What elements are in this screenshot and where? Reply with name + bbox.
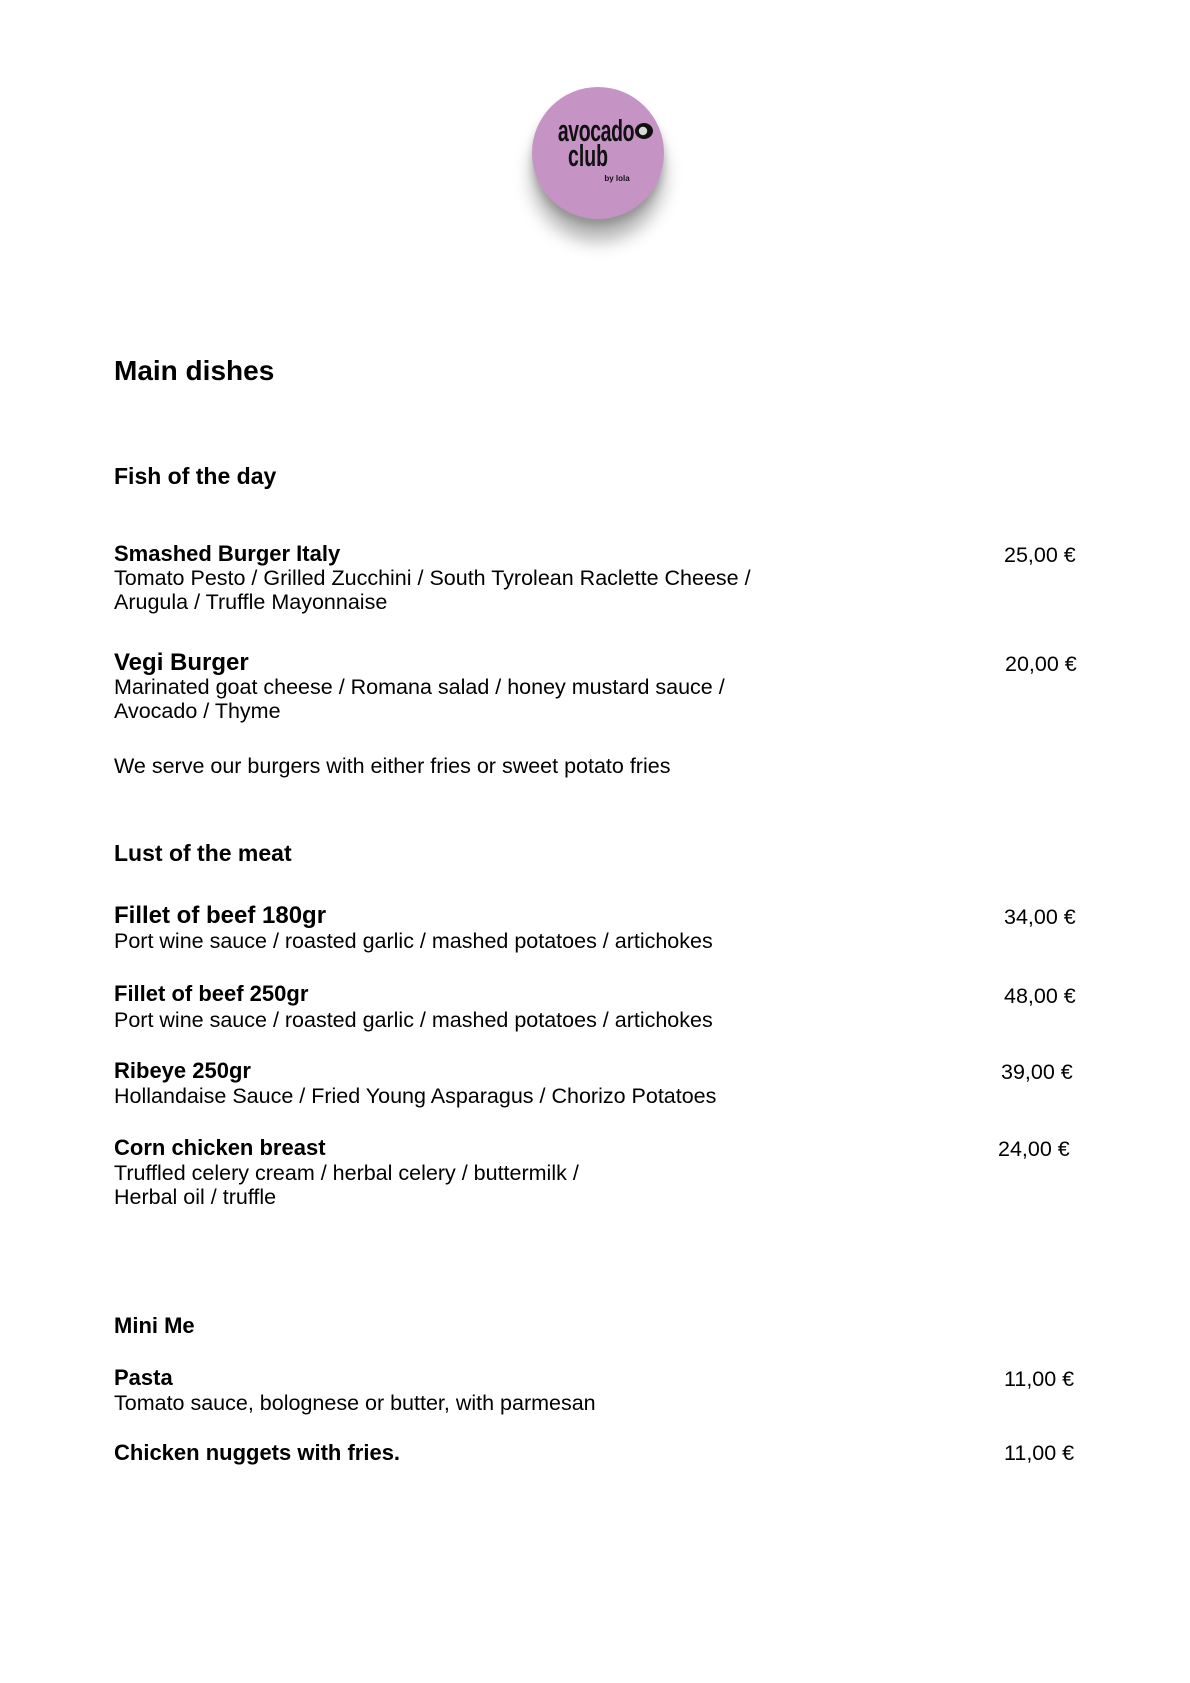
item-description: Marinated goat cheese / Romana salad / honey mustard sauce / (114, 675, 725, 699)
item-description: Truffled celery cream / herbal celery / buttermilk / (114, 1161, 579, 1185)
section-title-meat: Lust of the meat (114, 840, 292, 866)
item-name: Pasta (114, 1365, 173, 1390)
item-name: Corn chicken breast (114, 1135, 326, 1160)
logo-line-1: avocado (557, 114, 635, 149)
item-description: Port wine sauce / roasted garlic / mashed potatoes / artichokes (114, 929, 713, 953)
item-price: 39,00 € (1001, 1060, 1073, 1084)
page-title: Main dishes (114, 355, 275, 386)
item-description: Tomato sauce, bolognese or butter, with parmesan (114, 1391, 596, 1415)
item-name: Smashed Burger Italy (114, 541, 341, 566)
burger-side-note: We serve our burgers with either fries or sweet potato fries (114, 754, 671, 778)
item-description: Arugula / Truffle Mayonnaise (114, 590, 388, 614)
logo-line-2: club (568, 139, 608, 174)
item-price: 48,00 € (1004, 984, 1076, 1008)
item-description: Tomato Pesto / Grilled Zucchini / South Tyrolean Raclette Cheese / (114, 566, 751, 590)
logo-line-3: by lola (604, 174, 630, 183)
item-name: Vegi Burger (114, 649, 249, 676)
section-title-kids: Mini Me (114, 1313, 195, 1338)
avocado-icon (635, 123, 653, 139)
item-price: 11,00 € (1004, 1367, 1075, 1391)
item-name: Chicken nuggets with fries. (114, 1440, 401, 1465)
item-description: Port wine sauce / roasted garlic / mashed potatoes / artichokes (114, 1008, 713, 1032)
item-price: 25,00 € (1004, 543, 1076, 567)
item-description: Herbal oil / truffle (114, 1185, 277, 1209)
logo-wordmark (532, 87, 664, 219)
item-description: Hollandaise Sauce / Fried Young Asparagus / Chorizo Potatoes (114, 1084, 717, 1108)
item-price: 11,00 € (1004, 1441, 1075, 1465)
avocado-club-logo (532, 87, 664, 219)
section-title-fish: Fish of the day (114, 463, 277, 489)
item-name: Ribeye 250gr (114, 1058, 251, 1083)
item-price: 24,00 € (998, 1137, 1070, 1161)
item-price: 34,00 € (1004, 905, 1076, 929)
item-price: 20,00 € (1005, 652, 1077, 676)
item-name: Fillet of beef 250gr (114, 981, 309, 1006)
item-name: Fillet of beef 180gr (114, 902, 327, 929)
item-description: Avocado / Thyme (114, 699, 281, 723)
